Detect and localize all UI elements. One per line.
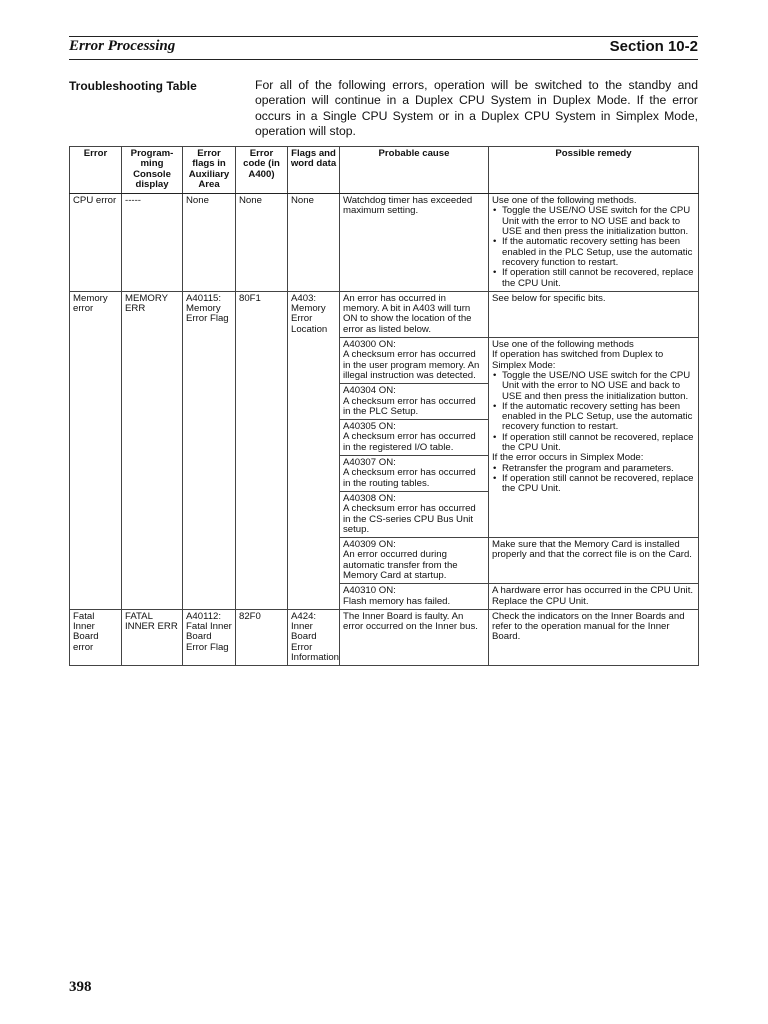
simplex-remedy-item: • If operation still cannot be recovered, replace the CPU Unit. (502, 474, 695, 495)
bit-description: Flash memory has failed. (343, 595, 451, 607)
a40310-remedy: A hardware error has occurred in the CPU Unit. Replace the CPU Unit. (489, 584, 699, 610)
side-heading: Troubleshooting Table (69, 79, 197, 93)
bit-description: A checksum error has occurred in the registered I/O table. (343, 431, 476, 453)
memory-sub-cause (340, 384, 489, 420)
memory-error-flags: A40115: Memory Error Flag (183, 291, 236, 609)
header-bottom-rule (69, 59, 698, 60)
bit-description: A checksum error has occurred in the CS-series CPU Bus Unit setup. (343, 503, 476, 535)
bit-label: A40307 ON: (343, 457, 396, 469)
header-top-rule (69, 36, 698, 37)
inner-error-flags: A40112: Fatal Inner Board Error Flag (183, 609, 236, 665)
cpu-probable-cause: Watchdog timer has exceeded maximum setting. (340, 194, 489, 292)
col-header-remedy: Possible remedy (489, 147, 699, 194)
duplex-remedy-item: • If operation still cannot be recovered, replace the CPU Unit. (502, 433, 695, 454)
cpu-remedy-item: • If operation still cannot be recovered, replace the CPU Unit. (502, 268, 695, 289)
table-row-memory-error (70, 291, 699, 337)
inner-error-code: 82F0 (236, 609, 288, 665)
page-number: 398 (69, 979, 92, 995)
header-section: Section 10-2 (609, 38, 698, 55)
memory-sub-cause (340, 420, 489, 456)
memory-sub-cause (340, 456, 489, 492)
bit-label: A40309 ON: (343, 539, 396, 551)
simplex-heading: If the error occurs in Simplex Mode: (492, 452, 644, 464)
bit-description: A checksum error has occurred in the PLC Setup. (343, 395, 476, 417)
table-header-row (70, 147, 699, 194)
duplex-remedy-item: • If the automatic recovery setting has been enabled in the PLC Setup, use the automatic recovery function to restart. (502, 402, 695, 433)
duplex-heading: If operation has switched from Duplex to Simplex Mode: (492, 349, 664, 371)
memory-sub-cause (340, 338, 489, 384)
bit-description: An error occurred during automatic transfer from the Memory Card at startup. (343, 549, 458, 581)
cpu-remedy-item: • If the automatic recovery setting has been enabled in the PLC Setup, use the automatic recovery function to restart. (502, 237, 695, 268)
simplex-remedy-item: • Retransfer the program and parameters. (502, 464, 695, 474)
memory-sub-cause (340, 491, 489, 537)
inner-word-data: A424: Inner Board Error Information (288, 609, 340, 665)
memory-console-display: MEMORY ERR (122, 291, 183, 609)
inner-console-display: FATAL INNER ERR (122, 609, 183, 665)
intro-paragraph: For all of the following errors, operation will be switched to the standby and operation will continue in a Duplex CPU System in Duplex Mode. If the error occurs in a Single CPU System or in a Duplex CPU System in Simplex Mode, operation will stop. (255, 78, 698, 139)
bit-description: A checksum error has occurred in the user program memory. An illegal instruction was detected. (343, 349, 480, 381)
cpu-remedy-intro: Use one of the following methods. (492, 195, 637, 207)
col-header-flags: Error flags in Auxiliary Area (183, 147, 236, 194)
table-row-inner-board-error (70, 609, 699, 665)
cpu-error-flags: None (183, 194, 236, 292)
group-remedy-intro: Use one of the following methods (492, 339, 634, 351)
memory-probable-cause: An error has occurred in memory. A bit in A403 will turn ON to show the location of the error as listed below. (340, 291, 489, 337)
col-header-word: Flags and word data (288, 147, 340, 194)
memory-sub-cause (340, 538, 489, 584)
memory-group-remedy (489, 338, 699, 538)
cpu-console-display: ----- (122, 194, 183, 292)
bit-label: A40300 ON: (343, 339, 396, 351)
memory-error-name: Memory error (70, 291, 122, 609)
inner-possible-remedy: Check the indicators on the Inner Boards and refer to the operation manual for the Inner Board. (489, 609, 699, 665)
cpu-error-code: None (236, 194, 288, 292)
cpu-word-data: None (288, 194, 340, 292)
memory-sub-cause (340, 584, 489, 610)
cpu-remedy-item: • Toggle the USE/NO USE switch for the CPU Unit with the error to NO USE and back to USE and then press the initialization button. (502, 206, 695, 237)
memory-possible-remedy: See below for specific bits. (489, 291, 699, 337)
cpu-error-name: CPU error (70, 194, 122, 292)
header-title: Error Processing (69, 38, 176, 54)
inner-probable-cause: The Inner Board is faulty. An error occurred on the Inner bus. (340, 609, 489, 665)
col-header-code: Error code (in A400) (236, 147, 288, 194)
bit-label: A40310 ON: (343, 585, 396, 597)
bit-label: A40304 ON: (343, 385, 396, 397)
bit-label: A40305 ON: (343, 421, 396, 433)
bit-description: A checksum error has occurred in the routing tables. (343, 467, 476, 489)
troubleshooting-table (69, 146, 699, 666)
inner-error-name: Fatal Inner Board error (70, 609, 122, 665)
memory-error-code: 80F1 (236, 291, 288, 609)
table-row-cpu-error (70, 194, 699, 292)
bit-label: A40308 ON: (343, 492, 396, 504)
memory-word-data: A403: Memory Error Location (288, 291, 340, 609)
col-header-cause: Probable cause (340, 147, 489, 194)
cpu-possible-remedy (489, 194, 699, 292)
col-header-console: Program-ming Console display (122, 147, 183, 194)
col-header-error: Error (70, 147, 122, 194)
duplex-remedy-item: • Toggle the USE/NO USE switch for the CPU Unit with the error to NO USE and back to USE and then press the initialization button. (502, 371, 695, 402)
a40309-remedy: Make sure that the Memory Card is installed properly and that the correct file is on the Card. (489, 538, 699, 584)
